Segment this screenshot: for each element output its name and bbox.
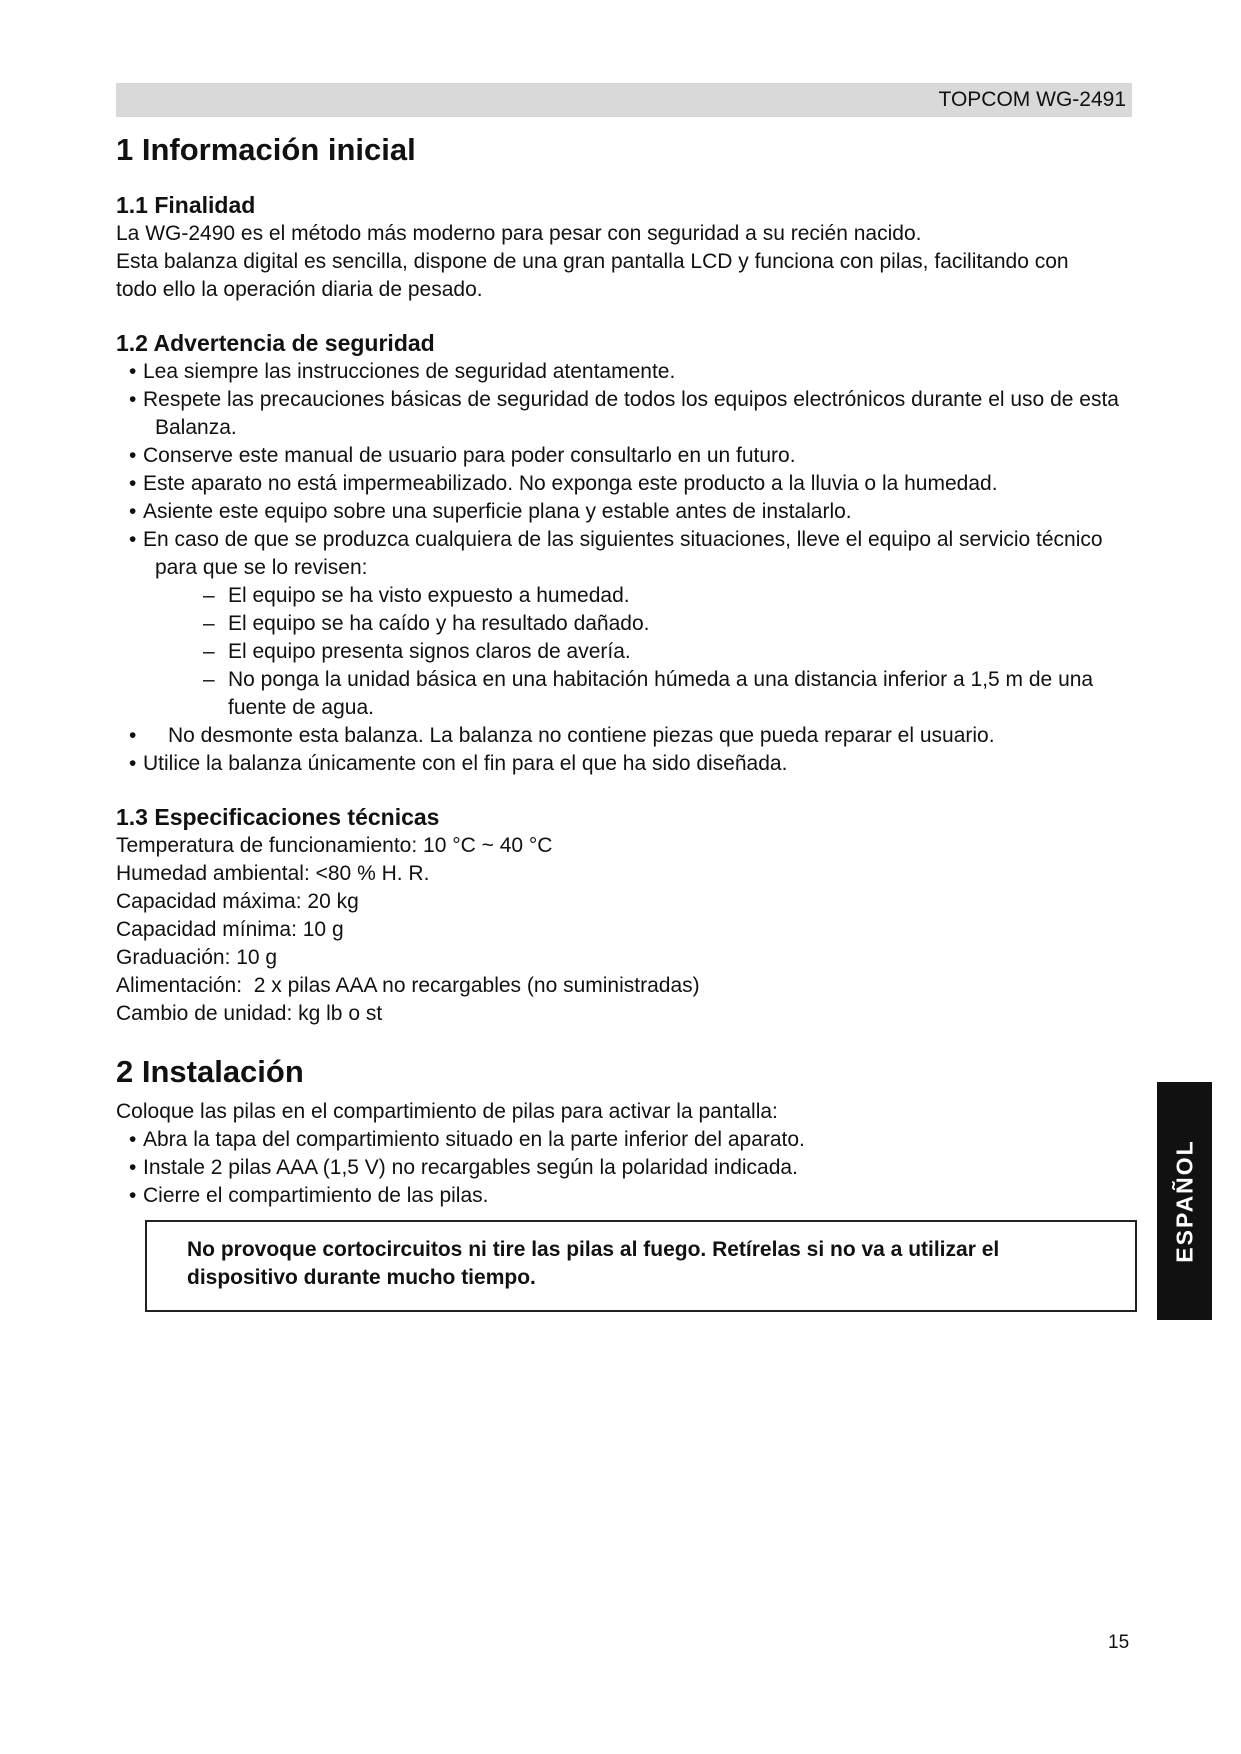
list-item: • Cierre el compartimiento de las pilas. — [129, 1184, 489, 1207]
list-item: • Utilice la balanza únicamente con el fin para el que ha sido diseñada. — [129, 752, 788, 775]
paragraph-line: todo ello la operación diaria de pesado. — [116, 278, 483, 301]
spec-line: Alimentación: 2 x pilas AAA no recargables (no suministradas) — [116, 974, 700, 997]
spec-line: Capacidad máxima: 20 kg — [116, 890, 359, 913]
list-item: • Lea siempre las instrucciones de seguridad atentamente. — [129, 360, 676, 383]
spec-line: Cambio de unidad: kg lb o st — [116, 1002, 383, 1025]
page-content — [116, 130, 1136, 1312]
sub-list-item: – El equipo presenta signos claros de avería. — [203, 640, 631, 663]
section-1-2 — [116, 328, 1136, 778]
sub-list-item: – No ponga la unidad básica en una habitación húmeda a una distancia inferior a 1,5 m de una fuente de agua. — [203, 668, 1094, 719]
list-item: • Instale 2 pilas AAA (1,5 V) no recargables según la polaridad indicada. — [129, 1156, 798, 1179]
spec-line: Capacidad mínima: 10 g — [116, 918, 344, 941]
section-1-title: 1 Información inicial — [116, 132, 416, 167]
list-item: • Asiente este equipo sobre una superficie plana y estable antes de instalarlo. — [129, 500, 852, 523]
section-1-1 — [116, 190, 1136, 304]
section-1-3-title: 1.3 Especificaciones técnicas — [116, 804, 440, 830]
section-1-1-title: 1.1 Finalidad — [116, 192, 256, 218]
spec-line: Graduación: 10 g — [116, 946, 278, 969]
list-item: • No desmonte esta balanza. La balanza no contiene piezas que pueda reparar el usuario. — [129, 724, 995, 747]
product-name: TOPCOM WG-2491 — [938, 88, 1126, 111]
paragraph-line: La WG-2490 es el método más moderno para pesar con seguridad a su recién nacido. — [116, 222, 922, 245]
paragraph-line: Esta balanza digital es sencilla, dispone de una gran pantalla LCD y funciona con pilas, facilitando con — [116, 250, 1069, 273]
sub-list-item: – El equipo se ha caído y ha resultado dañado. — [203, 612, 650, 635]
spec-line: Temperatura de funcionamiento: 10 °C ~ 40 °C — [116, 834, 553, 857]
list-item: • Este aparato no está impermeabilizado. No exponga este producto a la lluvia o la humedad. — [129, 472, 998, 495]
section-1-3 — [116, 802, 1136, 1028]
header-bar — [116, 83, 1132, 117]
language-tab-label: ESPAÑOL — [1171, 1139, 1197, 1263]
list-item: • Conserve este manual de usuario para poder consultarlo en un futuro. — [129, 444, 796, 467]
list-item: • Abra la tapa del compartimiento situado en la parte inferior del aparato. — [129, 1128, 805, 1151]
sub-list-item: – El equipo se ha visto expuesto a humedad. — [203, 584, 630, 607]
language-tab — [1157, 1082, 1212, 1320]
spec-line: Humedad ambiental: <80 % H. R. — [116, 862, 430, 885]
section-1-2-title: 1.2 Advertencia de seguridad — [116, 330, 435, 356]
section-2-title: 2 Instalación — [116, 1054, 304, 1089]
list-item: • En caso de que se produzca cualquiera de las siguientes situaciones, lleve el equipo al servicio técnico para que se lo revisen: — [129, 528, 1103, 579]
list-item: • Respete las precauciones básicas de seguridad de todos los equipos electrónicos durante el uso de esta Balanza. — [129, 388, 1119, 439]
battery-warning-box: No provoque cortocircuitos ni tire las pilas al fuego. Retírelas si no va a utilizar el dispositivo durante mucho tiempo. — [145, 1220, 1137, 1312]
install-intro: Coloque las pilas en el compartimiento de pilas para activar la pantalla: — [116, 1100, 778, 1123]
page-number: 15 — [1108, 1632, 1130, 1653]
